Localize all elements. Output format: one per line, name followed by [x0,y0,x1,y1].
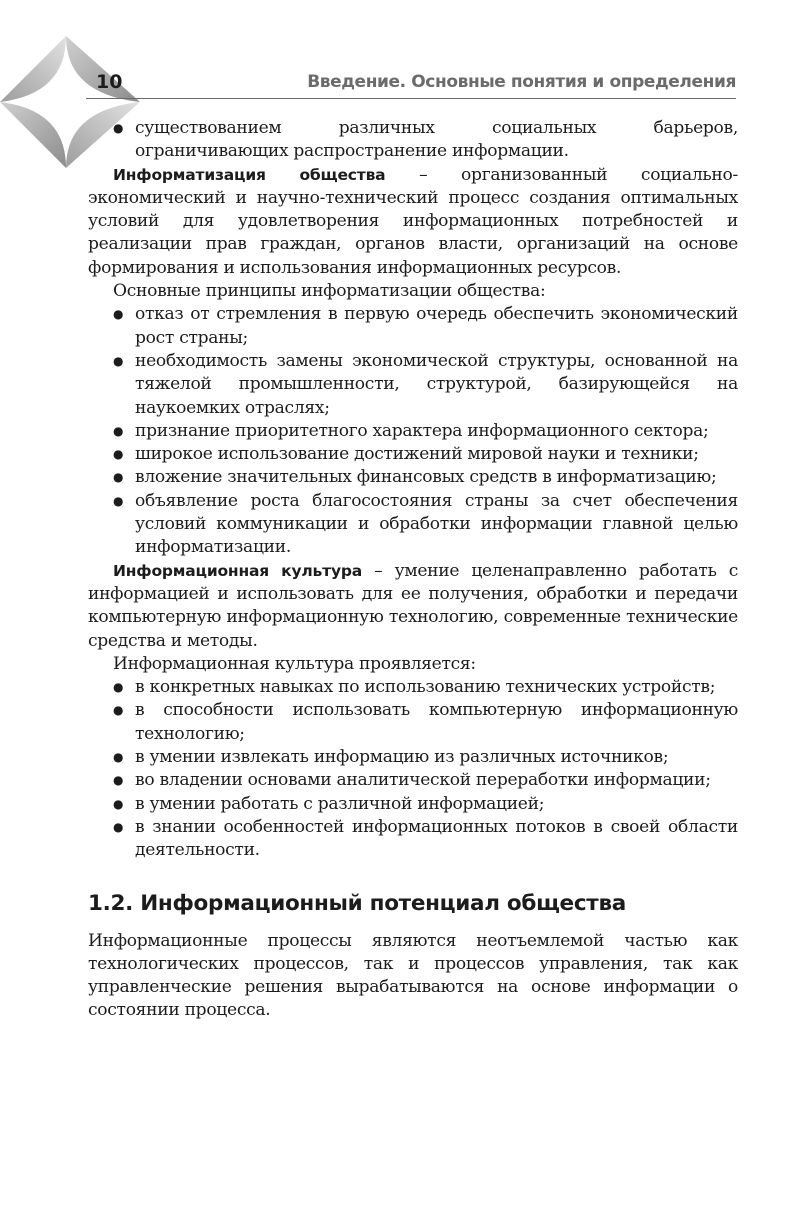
term-informatization: Информатизация общества [113,165,386,184]
list-item: ● во владении основами аналитической переработки информации; [88,769,738,792]
list-item: ● существованием различных социальных барьеров, ограничивающих распространение информации. [88,117,738,164]
principles-list [88,303,738,559]
list-item: ● в конкретных навыках по использованию технических устройств; [88,676,738,699]
definition-text: – умение целенаправленно работать с информацией и использовать для ее получения, обработки и передачи компьютерную информационную технологию, современные технические средства и методы. [88,560,739,651]
list-item: ● в знании особенностей информационных потоков в своей области деятельности. [88,816,738,863]
list-item: ● в умении работать с различной информацией; [88,793,738,816]
section-heading: 1.2. Информационный потенциал общества [88,890,626,916]
term-info-culture: Информационная культура [113,561,363,580]
section-paragraph: Информационные процессы являются неотъемлемой частью как технологических процессов, так и процессов управления, так как управленческие решения вырабатываются на основе информации о состоянии процесса. [88,930,738,1021]
list-item: ● в умении извлекать информацию из различных источников; [88,746,738,769]
continued-bullet-list [88,117,738,164]
page-body [88,117,738,1023]
list-item: ● отказ от стремления в первую очередь обеспечить экономический рост страны; [88,303,738,350]
list-item: ● в способности использовать компьютерную информационную технологию; [88,699,738,746]
principles-intro: Основные принципы информатизации общества: [113,281,546,302]
definition-text: – организованный социально-экономический и научно-технический процесс создания оптимальных условий для удовлетворения информационных потребностей и реализации прав граждан, органов власти, организаций на основе формирования и использования информационных ресурсов. [88,164,738,278]
page-number: 10 [96,71,123,93]
list-item: ● вложение значительных финансовых средств в информатизацию; [88,466,738,489]
list-item: ● необходимость замены экономической структуры, основанной на тяжелой промышленности, структурой, базирующейся на наукоемких отраслях; [88,350,738,420]
info-culture-definition [88,560,738,653]
culture-intro: Информационная культура проявляется: [113,653,476,674]
running-title: Введение. Основные понятия и определения [307,72,736,92]
running-header [86,68,736,99]
list-item: ● признание приоритетного характера информационного сектора; [88,420,738,443]
culture-list [88,676,738,862]
list-item: ● объявление роста благосостояния страны за счет обеспечения условий коммуникации и обработки информации главной целью информатизации. [88,490,738,560]
informatization-definition [88,164,738,280]
list-item: ● широкое использование достижений мировой науки и техники; [88,443,738,466]
